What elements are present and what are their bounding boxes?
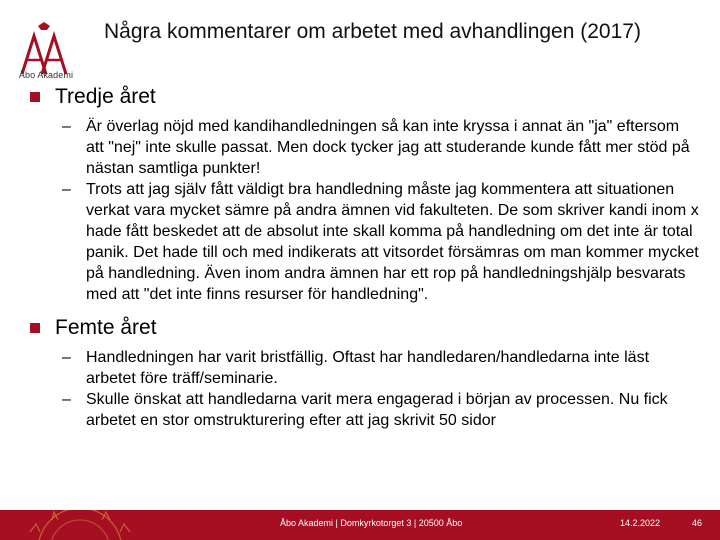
footer-bar (0, 510, 720, 540)
slide-title: Några kommentarer om arbetet med avhandlingen (2017) (104, 20, 641, 43)
list-item-text: Skulle önskat att handledarna varit mera engagerad i början av processen. Nu fick arbetet en stor omstrukturering efter att jag skrivit 50 sidor (86, 391, 668, 429)
list-item-text: Handledningen har varit bristfällig. Oftast har handledaren/handledarna inte läst arbetet före träff/seminarie. (86, 349, 650, 387)
sub-list (62, 347, 700, 431)
list-item-text: Är överlag nöjd med kandihandledningen så kan inte kryssa i annat än "ja" eftersom att "nej" inte skulle passat. Men dock tycker jag att studerande kunde fått mer stöd på nästan samtliga punkter! (86, 118, 690, 177)
list-item (62, 389, 700, 431)
section-heading (30, 315, 700, 341)
list-item (62, 116, 700, 179)
list-item (62, 179, 700, 305)
dash-bullet-icon: – (62, 391, 71, 408)
section-heading-text: Tredje året (55, 85, 156, 108)
square-bullet-icon (30, 323, 40, 333)
sub-list (62, 116, 700, 305)
footer-address: Åbo Akademi | Domkyrkotorget 3 | 20500 Åbo (280, 518, 463, 528)
square-bullet-icon (30, 92, 40, 102)
page-number: 46 (692, 518, 703, 528)
section-heading-text: Femte året (55, 316, 157, 339)
section-heading (30, 84, 700, 110)
footer-date: 14.2.2022 (620, 518, 661, 528)
list-item-text: Trots att jag själv fått väldigt bra handledning måste jag kommentera att situationen verkat vara mycket sämre på andra ämnen vid fakulteten. De som skriver kandi inom x hade fått beskedet att de absolut inte skall komma på handledning om det inte är total panik. Det hade till och med indikerats att vitsordet försämras om man kommer mycket på handledning. Även inom andra ämnen har ett rop på handledningshjälp besvarats med att "det inte finns resurser för handledning". (86, 181, 699, 303)
university-seal-icon (0, 510, 180, 540)
dash-bullet-icon: – (62, 118, 71, 135)
slide-content (30, 84, 700, 441)
dash-bullet-icon: – (62, 181, 71, 198)
logo-caption: Åbo Akademi (18, 70, 74, 80)
dash-bullet-icon: – (62, 349, 71, 366)
list-item (62, 347, 700, 389)
